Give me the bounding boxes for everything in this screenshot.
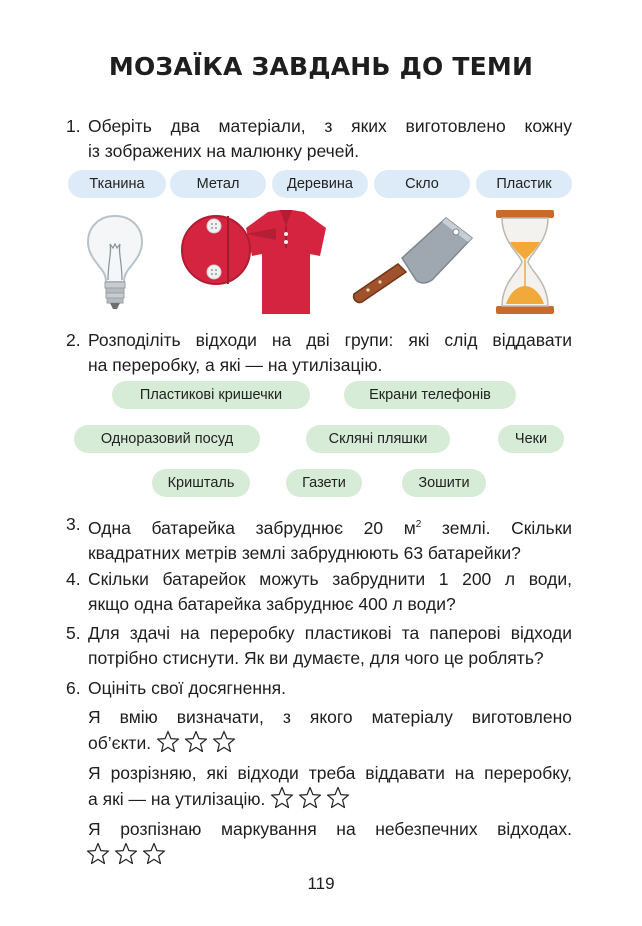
star-icon[interactable] [142,842,166,866]
star-icon[interactable] [114,842,138,866]
statement-line: Я розрізняю, які відходи треба віддавати на переробку, [88,763,572,783]
task-2 [66,328,572,378]
task-5 [66,621,572,671]
task-number: 6. [66,678,81,698]
waste-item-pill[interactable]: Газети [286,469,362,497]
star-icon[interactable] [86,842,110,866]
waste-item-pill[interactable]: Чеки [498,425,564,453]
page-number: 119 [307,874,335,893]
statement-line: Я розпізнаю маркування на небезпечних відходах. [88,819,572,839]
statement-line [88,786,572,812]
statement-line [86,842,572,868]
material-pill[interactable]: Метал [170,170,266,198]
achievement-statement [88,816,572,868]
task-6 [66,676,572,701]
task-text-line: із зображених на малюнку речей. [88,141,360,161]
page-title: МОЗАЇКА ЗАВДАНЬ ДО ТЕМИ [108,52,534,81]
task-text-line: Розподіліть відходи на дві групи: які слід віддавати [88,330,572,350]
rating-stars[interactable] [156,733,240,753]
star-icon[interactable] [270,786,294,810]
task-4 [66,567,572,617]
material-pill[interactable]: Деревина [272,170,368,198]
hourglass-image [494,208,556,316]
task-text-part: землі. Скільки [421,517,573,538]
material-pill[interactable]: Скло [374,170,470,198]
rating-stars[interactable] [270,789,354,809]
task-1 [66,114,572,164]
star-icon[interactable] [326,786,350,810]
task-text-line: якщо одна батарейка забруднює 400 л води? [88,594,456,614]
waste-item-pill[interactable]: Зошити [402,469,486,497]
task-3 [66,512,572,566]
task-text-line: Оцініть свої досягнення. [88,678,286,698]
task-text-line: Для здачі на переробку пластикові та паперові відходи [88,623,572,643]
statement-line [88,730,572,756]
achievement-statement [88,704,572,756]
star-icon[interactable] [298,786,322,810]
statement-line: Я вмію визначати, з якого матеріалу виготовлено [88,707,572,727]
task-text-line: квадратних метрів землі забруднюють 63 батарейки? [88,542,521,563]
task-number: 1. [66,116,81,136]
achievement-statement [88,760,572,812]
star-icon[interactable] [156,730,180,754]
star-icon[interactable] [212,730,236,754]
cleaver-image [350,214,476,304]
star-icon[interactable] [184,730,208,754]
waste-item-pill[interactable]: Кришталь [152,469,250,497]
task-number: 3. [66,514,81,534]
statement-text: об’єкти. [88,733,152,753]
statement-text: а які — на утилізацію. [88,789,266,809]
task-text-line: потрібно стиснути. Як ви думаєте, для чого це роблять? [88,648,544,668]
material-pill[interactable]: Пластик [476,170,572,198]
superscript: 2 [415,519,422,530]
task-text-line [88,512,572,541]
task-text-line: Скільки батарейок можуть забруднити 1 200 л води, [88,569,572,589]
waste-item-pill[interactable]: Одноразовий посуд [74,425,260,453]
polo-shirt-image [180,206,330,318]
waste-item-pill[interactable]: Скляні пляшки [306,425,450,453]
task-text-line: на переробку, а які — на утилізацію. [88,355,383,375]
task-number: 4. [66,569,81,589]
task-number: 2. [66,330,81,350]
task-number: 5. [66,623,81,643]
waste-item-pill[interactable]: Пластикові кришечки [112,381,310,409]
light-bulb-image [84,212,146,312]
material-pill[interactable]: Тканина [68,170,166,198]
task-text-part: Одна батарейка забруднює 20 м [88,517,416,538]
waste-item-pill[interactable]: Екрани телефонів [344,381,516,409]
rating-stars[interactable] [86,845,170,865]
task-text-line: Оберіть два матеріали, з яких виготовлено кожну [88,116,572,136]
